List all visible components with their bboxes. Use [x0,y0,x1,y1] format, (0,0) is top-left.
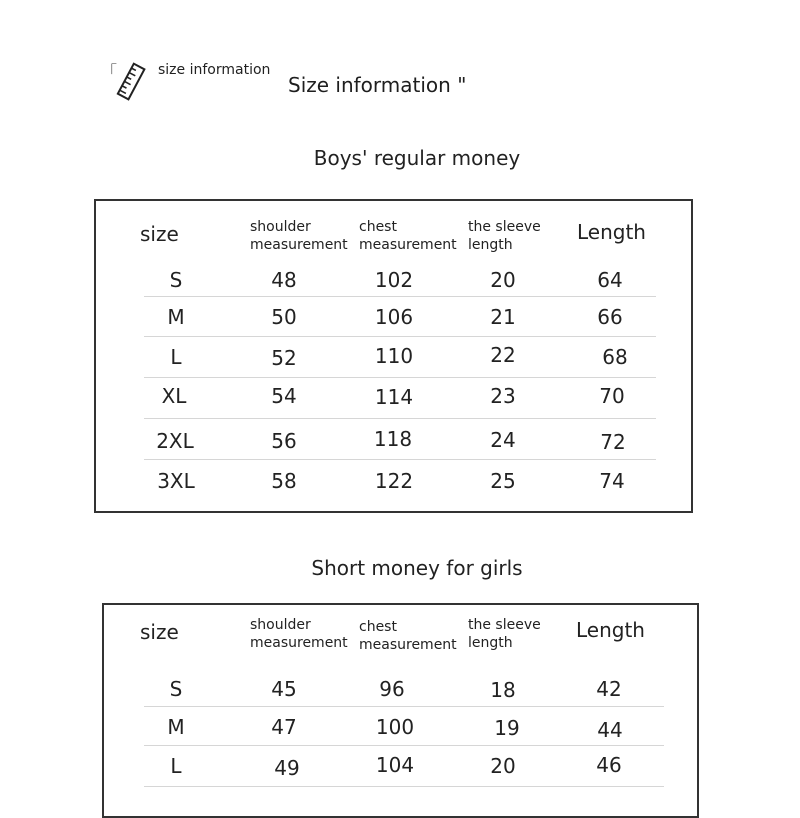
boys-row-divider [144,336,656,337]
girls-header-shoulder-line1: shoulder [250,617,311,633]
header-size-info-label: size information [158,62,271,78]
girls-header-shoulder-line2: measurement [250,635,348,651]
boys-row-1-length: 64 [597,268,623,292]
boys-row-4-shoulder: 54 [271,384,297,408]
girls-row-1-length: 42 [596,677,622,701]
girls-row-2-length: 44 [597,718,623,742]
boys-row-6-length: 74 [599,469,625,493]
girls-header-chest [359,618,457,654]
girls-header-sleeve [468,616,541,652]
boys-row-1-sleeve: 20 [490,268,516,292]
boys-row-6-chest: 122 [374,469,414,493]
girls-row-3-size: L [170,754,182,778]
boys-row-4-sleeve: 23 [490,384,516,408]
page-title: Size information " [288,73,467,97]
boys-header-shoulder-line1: shoulder [250,219,311,235]
boys-header-chest-line1: chest [359,219,397,235]
girls-row-2-shoulder: 47 [271,715,297,739]
boys-row-4-length: 70 [599,384,625,408]
girls-row-2-sleeve: 19 [494,716,520,740]
girls-header-shoulder [250,616,348,652]
boys-header-sleeve-line2: length [468,237,513,253]
girls-row-1-sleeve: 18 [490,678,516,702]
boys-row-divider [144,296,656,297]
boys-header-chest-line2: measurement [359,237,457,253]
boys-row-3-sleeve: 22 [490,343,516,367]
boys-row-5-shoulder: 56 [271,429,297,453]
girls-size-table [102,603,699,818]
boys-row-6-size: 3XL [157,469,195,493]
girls-row-divider [144,786,664,787]
boys-header-size: size [140,222,179,246]
boys-row-1-chest: 102 [374,268,414,292]
boys-row-2-size: M [167,305,185,329]
girls-header-sleeve-line1: the sleeve [468,617,541,633]
girls-header-length: Length [576,618,645,642]
girls-header-chest-line2: measurement [359,637,457,653]
boys-row-divider [144,418,656,419]
boys-header-chest [359,218,457,254]
boys-row-6-sleeve: 25 [490,469,516,493]
boys-header-length: Length [577,220,646,244]
girls-row-3-sleeve: 20 [490,754,516,778]
boys-row-2-chest: 106 [374,305,414,329]
boys-header-shoulder-line2: measurement [250,237,348,253]
girls-row-1-size: S [169,677,183,701]
girls-row-2-chest: 100 [375,715,415,739]
boys-row-2-shoulder: 50 [271,305,297,329]
girls-section-title: Short money for girls [311,556,523,580]
girls-row-1-shoulder: 45 [271,677,297,701]
girls-row-1-chest: 96 [379,677,405,701]
boys-section-title: Boys' regular money [313,146,521,170]
boys-row-5-length: 72 [600,430,626,454]
boys-size-table [94,199,693,513]
ruler-icon [114,62,150,102]
boys-row-1-size: S [169,268,183,292]
boys-row-3-length: 68 [602,345,628,369]
girls-row-3-shoulder: 49 [274,756,300,780]
girls-header-chest-line1: chest [359,619,397,635]
boys-row-3-chest: 110 [374,344,414,368]
boys-row-4-chest: 114 [374,385,414,409]
boys-row-6-shoulder: 58 [271,469,297,493]
boys-row-5-sleeve: 24 [490,428,516,452]
girls-row-2-size: M [167,715,185,739]
girls-row-3-length: 46 [596,753,622,777]
boys-row-5-chest: 118 [373,427,413,451]
boys-row-5-size: 2XL [156,429,194,453]
boys-row-2-length: 66 [597,305,623,329]
boys-row-4-size: XL [161,384,187,408]
girls-row-divider [144,745,664,746]
boys-row-2-sleeve: 21 [490,305,516,329]
boys-row-divider [144,459,656,460]
boys-header-shoulder [250,218,348,254]
boys-header-sleeve-line1: the sleeve [468,219,541,235]
girls-header-size: size [140,620,179,644]
header-bracket: 「 [101,62,118,81]
girls-row-3-chest: 104 [375,753,415,777]
boys-header-sleeve [468,218,541,254]
girls-header-sleeve-line2: length [468,635,513,651]
boys-row-1-shoulder: 48 [271,268,297,292]
boys-row-3-size: L [170,345,182,369]
boys-row-3-shoulder: 52 [271,346,297,370]
girls-row-divider [144,706,664,707]
boys-row-divider [144,377,656,378]
